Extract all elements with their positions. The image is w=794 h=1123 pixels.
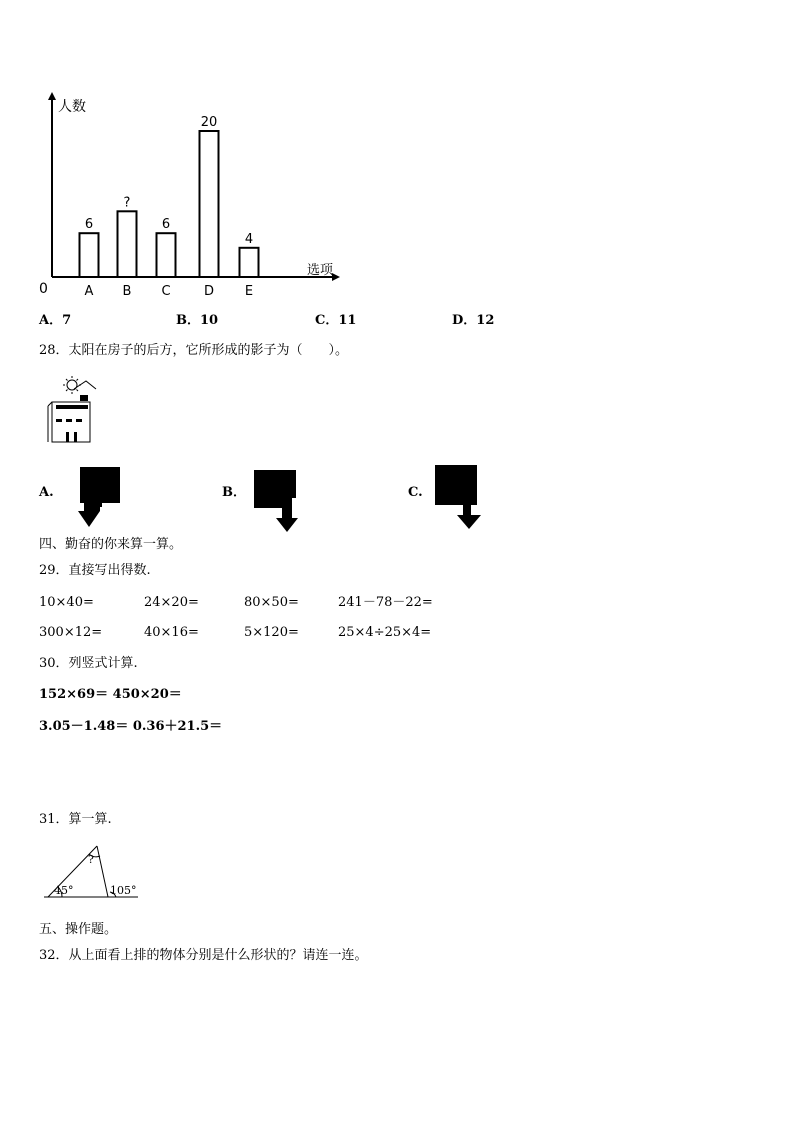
q28-prompt: 28．太阳在房子的后方，它所形成的影子为（ ）。 <box>39 343 349 358</box>
bar-d <box>200 131 219 277</box>
q28-option-c-shadow <box>433 463 483 529</box>
q29-r2-c4: 25×4÷25×4= <box>338 625 432 640</box>
q27-option-b: B．10 <box>176 313 219 328</box>
q29-r1-c4: 241－78－22= <box>338 595 433 610</box>
bar-e <box>240 248 259 277</box>
section4-title: 四、勤奋的你来算一算。 <box>39 537 183 552</box>
bar-a <box>80 233 99 277</box>
q32-prompt: 32．从上面看上排的物体分别是什么形状的？请连一连。 <box>39 948 368 963</box>
x-axis-label: 选项 <box>307 263 334 278</box>
y-axis-label: 人数 <box>58 99 86 115</box>
q30-prompt: 30．列竖式计算. <box>39 656 138 671</box>
q27-option-d: D．12 <box>452 313 495 328</box>
q27-option-c: C．11 <box>315 313 357 328</box>
bar-b <box>118 211 137 277</box>
tick-label-e: E <box>244 284 254 299</box>
tick-label-b: B <box>122 284 132 299</box>
q29-r2-c3: 5×120= <box>244 625 299 640</box>
tick-label-a: A <box>84 284 94 299</box>
q30-line2: 3.05－1.48＝ 0.36＋21.5＝ <box>39 719 223 734</box>
section5-title: 五、操作题。 <box>39 922 118 937</box>
bar-chart-svg <box>0 0 794 310</box>
origin-label: 0 <box>39 281 48 297</box>
q29-r1-c1: 10×40= <box>39 595 94 610</box>
q29-r2-c1: 300×12= <box>39 625 103 640</box>
q30-line1: 152×69＝ 450×20＝ <box>39 687 182 702</box>
y-axis-arrow <box>48 92 56 100</box>
tick-label-c: C <box>161 284 171 299</box>
q31-angle-left: 45° <box>54 884 74 897</box>
q29-r1-c3: 80×50= <box>244 595 299 610</box>
tick-label-d: D <box>203 284 215 299</box>
data-label-a: 6 <box>84 217 94 233</box>
bar-chart <box>0 0 794 310</box>
x-axis-arrow <box>332 273 340 281</box>
q28-option-b-label: B． <box>222 485 246 500</box>
q27-option-a: A．7 <box>39 313 72 328</box>
q29-r2-c2: 40×16= <box>144 625 199 640</box>
q28-option-b-shadow <box>252 468 302 534</box>
data-label-b: ? <box>123 195 131 211</box>
q28-option-a-shadow <box>76 465 122 531</box>
data-label-d: 20 <box>200 115 218 130</box>
house-sun-image <box>46 375 106 445</box>
bar-c <box>157 233 176 277</box>
data-label-c: 6 <box>161 217 171 233</box>
q29-r1-c2: 24×20= <box>144 595 199 610</box>
q28-option-c-label: C. <box>408 485 423 500</box>
q29-prompt: 29．直接写出得数. <box>39 563 151 578</box>
q31-angle-top: ? <box>88 853 94 866</box>
q31-prompt: 31．算一算. <box>39 812 112 827</box>
q31-angle-right: 105° <box>110 884 137 897</box>
data-label-e: 4 <box>244 231 254 247</box>
q28-option-a-label: A. <box>39 485 54 500</box>
